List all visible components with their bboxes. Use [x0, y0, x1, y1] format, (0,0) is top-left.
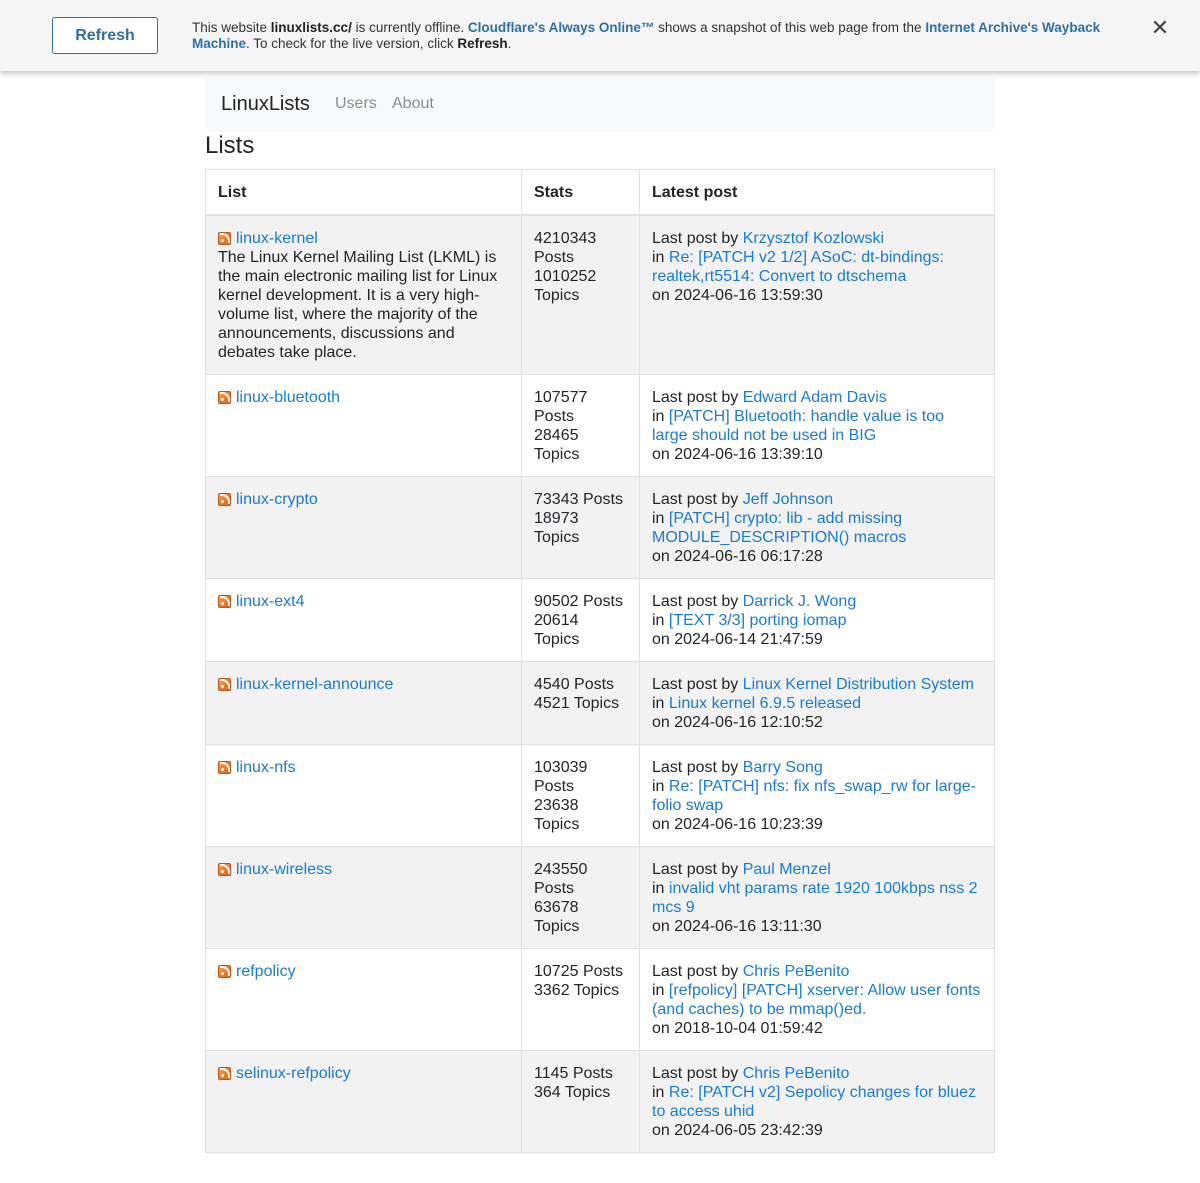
author-link[interactable]: Krzysztof Kozlowski: [742, 229, 885, 247]
list-cell: [206, 578, 522, 661]
latest-post-cell: [640, 661, 995, 744]
latest-post-cell: [640, 948, 995, 1050]
posts-count: 90502 Posts: [534, 592, 623, 610]
on-label: on: [652, 1019, 675, 1037]
post-date: 2024-06-16 13:39:10: [674, 445, 823, 463]
subject-link[interactable]: Re: [PATCH v2 1/2] ASoC: dt-bindings: realtek,rt5514: Convert to dtschema: [652, 248, 944, 285]
topics-count: 18973 Topics: [534, 509, 580, 546]
latest-post-cell: [640, 744, 995, 846]
in-label: in: [652, 248, 669, 266]
last-post-by-label: Last post by: [652, 860, 743, 878]
list-cell: [206, 948, 522, 1050]
nav-about-link[interactable]: About: [392, 95, 434, 112]
subject-link[interactable]: [PATCH] Bluetooth: handle value is too large should not be used in BIG: [652, 407, 945, 444]
table-body: [206, 215, 995, 1153]
post-date: 2024-06-16 13:11:30: [674, 917, 822, 935]
brand-link[interactable]: LinuxLists: [221, 93, 310, 115]
list-name-link[interactable]: refpolicy: [236, 962, 296, 980]
author-link[interactable]: Linux Kernel Distribution System: [742, 675, 974, 693]
rss-feed-icon[interactable]: [218, 232, 231, 245]
in-label: in: [652, 509, 669, 527]
in-label: in: [652, 981, 669, 999]
in-label: in: [652, 694, 669, 712]
table-row: [206, 846, 995, 948]
posts-count: 10725 Posts: [534, 962, 623, 980]
banner-message: This website linuxlists.cc/ is currently offline. Cloudflare's Always Online™ shows a snapshot of this web page from the Internet Archive's Wayback Machine. To check for the live version, click Refresh.: [192, 20, 1101, 51]
latest-post-cell: [640, 578, 995, 661]
post-date: 2024-06-16 10:23:39: [674, 815, 823, 833]
refresh-word: Refresh: [457, 36, 508, 51]
subject-link[interactable]: Re: [PATCH] nfs: fix nfs_swap_rw for large-folio swap: [652, 777, 976, 814]
nav-users-link[interactable]: Users: [335, 95, 377, 112]
navbar: [205, 77, 995, 132]
table-row: [206, 476, 995, 578]
subject-link[interactable]: [TEXT 3/3] porting iomap: [668, 611, 847, 629]
in-label: in: [652, 777, 669, 795]
list-cell: [206, 1050, 522, 1152]
posts-count: 1145 Posts: [534, 1064, 613, 1082]
close-icon[interactable]: ✕: [1150, 15, 1170, 40]
post-date: 2024-06-14 21:47:59: [674, 630, 823, 648]
topics-count: 20614 Topics: [534, 611, 580, 648]
on-label: on: [652, 1121, 675, 1139]
list-name-link[interactable]: linux-bluetooth: [236, 388, 341, 406]
stats-cell: [522, 744, 640, 846]
topics-count: 23638 Topics: [534, 796, 580, 833]
rss-feed-icon[interactable]: [218, 493, 231, 506]
posts-count: 103039 Posts: [534, 758, 588, 795]
page-title: Lists: [205, 132, 255, 159]
last-post-by-label: Last post by: [652, 758, 743, 776]
rss-feed-icon[interactable]: [218, 863, 231, 876]
table-row: [206, 948, 995, 1050]
posts-count: 73343 Posts: [534, 490, 623, 508]
header-list: List: [206, 170, 522, 215]
in-label: in: [652, 1083, 669, 1101]
topics-count: 63678 Topics: [534, 898, 580, 935]
in-label: in: [652, 407, 669, 425]
cloudflare-offline-banner: [0, 0, 1200, 71]
stats-cell: [522, 661, 640, 744]
topics-count: 4521 Topics: [534, 694, 620, 712]
post-date: 2018-10-04 01:59:42: [674, 1019, 823, 1037]
topics-count: 28465 Topics: [534, 426, 580, 463]
site-name: linuxlists.cc/: [270, 20, 352, 35]
posts-count: 107577 Posts: [534, 388, 588, 425]
stats-cell: [522, 215, 640, 375]
in-label: in: [652, 611, 669, 629]
always-online-link[interactable]: Cloudflare's Always Online™: [467, 20, 655, 35]
posts-count: 4210343 Posts: [534, 229, 597, 266]
rss-feed-icon[interactable]: [218, 391, 231, 404]
on-label: on: [652, 713, 675, 731]
subject-link[interactable]: [PATCH] crypto: lib - add missing MODULE_DESCRIPTION() macros: [652, 509, 907, 546]
table-row: [206, 215, 995, 375]
table-row: [206, 578, 995, 661]
rss-feed-icon[interactable]: [218, 761, 231, 774]
stats-cell: [522, 374, 640, 476]
post-date: 2024-06-16 12:10:52: [674, 713, 823, 731]
latest-post-cell: [640, 215, 995, 375]
rss-feed-icon[interactable]: [218, 965, 231, 978]
last-post-by-label: Last post by: [652, 1064, 743, 1082]
wayback-machine-link[interactable]: Internet Archive's Wayback Machine: [192, 20, 1101, 51]
post-date: 2024-06-16 13:59:30: [674, 286, 823, 304]
list-cell: [206, 744, 522, 846]
author-link[interactable]: Barry Song: [742, 758, 823, 776]
last-post-by-label: Last post by: [652, 490, 743, 508]
list-name-link[interactable]: linux-crypto: [236, 490, 318, 508]
refresh-button[interactable]: Refresh: [52, 17, 158, 54]
on-label: on: [652, 445, 675, 463]
header-stats: Stats: [522, 170, 640, 215]
list-cell: [206, 846, 522, 948]
topics-count: 1010252 Topics: [534, 267, 597, 304]
list-cell: [206, 374, 522, 476]
stats-cell: [522, 578, 640, 661]
subject-link[interactable]: Re: [PATCH v2] Sepolicy changes for bluez to access uhid: [652, 1083, 977, 1120]
table-row: [206, 744, 995, 846]
list-name-link[interactable]: linux-nfs: [236, 758, 296, 776]
on-label: on: [652, 630, 675, 648]
author-link[interactable]: Jeff Johnson: [742, 490, 834, 508]
stats-cell: [522, 948, 640, 1050]
subject-link[interactable]: invalid vht params rate 1920 100kbps nss 2 mcs 9: [652, 879, 978, 916]
subject-link[interactable]: Linux kernel 6.9.5 released: [668, 694, 862, 712]
list-name-link[interactable]: linux-kernel-announce: [236, 675, 394, 693]
latest-post-cell: [640, 846, 995, 948]
list-name-link[interactable]: selinux-refpolicy: [236, 1064, 351, 1082]
table-row: [206, 661, 995, 744]
stats-cell: [522, 846, 640, 948]
on-label: on: [652, 917, 675, 935]
in-label: in: [652, 879, 669, 897]
latest-post-cell: [640, 374, 995, 476]
on-label: on: [652, 547, 675, 565]
list-name-link[interactable]: linux-ext4: [236, 592, 305, 610]
last-post-by-label: Last post by: [652, 388, 743, 406]
on-label: on: [652, 815, 675, 833]
author-link[interactable]: Paul Menzel: [742, 860, 831, 878]
rss-feed-icon[interactable]: [218, 595, 231, 608]
author-link[interactable]: Darrick J. Wong: [742, 592, 857, 610]
last-post-by-label: Last post by: [652, 675, 743, 693]
lists-table: [205, 169, 995, 1153]
rss-feed-icon[interactable]: [218, 678, 231, 691]
post-date: 2024-06-16 06:17:28: [674, 547, 823, 565]
list-name-link[interactable]: linux-wireless: [236, 860, 333, 878]
stats-cell: [522, 1050, 640, 1152]
last-post-by-label: Last post by: [652, 962, 743, 980]
stats-cell: [522, 476, 640, 578]
last-post-by-label: Last post by: [652, 592, 743, 610]
rss-feed-icon[interactable]: [218, 1067, 231, 1080]
topics-count: 3362 Topics: [534, 981, 620, 999]
list-cell: [206, 476, 522, 578]
table-row: [206, 374, 995, 476]
latest-post-cell: [640, 1050, 995, 1152]
list-cell: [206, 215, 522, 375]
table-header-row: [206, 170, 995, 215]
header-latest-post: Latest post: [640, 170, 995, 215]
list-description: The Linux Kernel Mailing List (LKML) is the main electronic mailing list for Linux kernel development. It is a very high-volume list, where the majority of the announcements, discussions and debates take place.: [218, 248, 498, 361]
post-date: 2024-06-05 23:42:39: [674, 1121, 823, 1139]
posts-count: 243550 Posts: [534, 860, 588, 897]
table-row: [206, 1050, 995, 1152]
posts-count: 4540 Posts: [534, 675, 615, 693]
topics-count: 364 Topics: [534, 1083, 611, 1101]
author-link[interactable]: Chris PeBenito: [742, 1064, 850, 1082]
author-link[interactable]: Chris PeBenito: [742, 962, 850, 980]
list-cell: [206, 661, 522, 744]
list-name-link[interactable]: linux-kernel: [236, 229, 318, 247]
on-label: on: [652, 286, 675, 304]
last-post-by-label: Last post by: [652, 229, 743, 247]
latest-post-cell: [640, 476, 995, 578]
author-link[interactable]: Edward Adam Davis: [742, 388, 887, 406]
subject-link[interactable]: [refpolicy] [PATCH] xserver: Allow user fonts (and caches) to be mmap()ed.: [652, 981, 981, 1018]
